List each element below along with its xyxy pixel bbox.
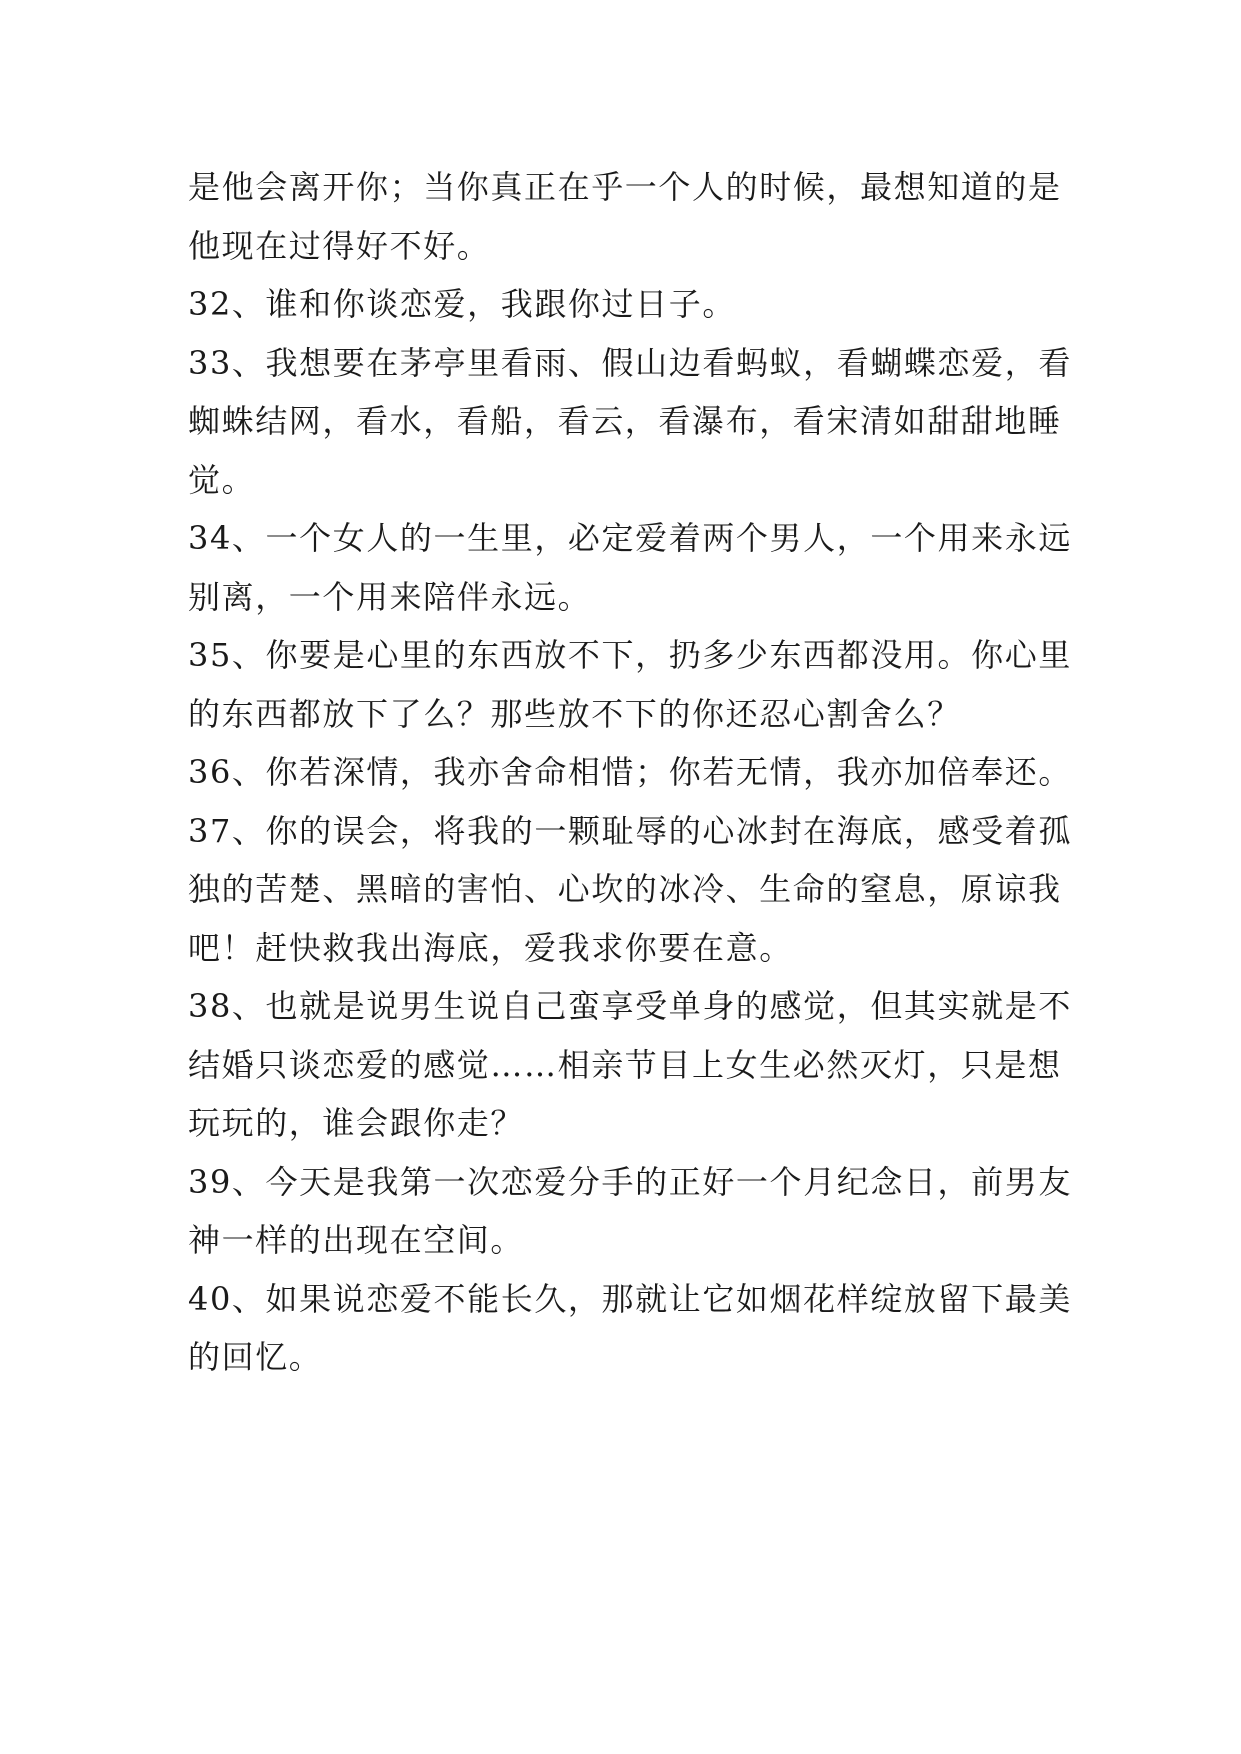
text-line: 玩玩的，谁会跟你走？ bbox=[188, 1104, 525, 1142]
text-line: 蜘蛛结网，看水，看船，看云，看瀑布，看宋清如甜甜地睡 bbox=[188, 402, 1062, 440]
text-line: 38、也就是说男生说自己蛮享受单身的感觉，但其实就是不 bbox=[188, 987, 1072, 1025]
text-line: 觉。 bbox=[188, 460, 256, 499]
text-line: 的回忆。 bbox=[188, 1338, 323, 1376]
text-line: 神一样的出现在空间。 bbox=[188, 1221, 525, 1259]
text-line: 35、你要是心里的东西放不下，扔多少东西都没用。你心里 bbox=[188, 636, 1072, 674]
text-line: 33、我想要在茅亭里看雨、假山边看蚂蚁，看蝴蝶恋爱，看 bbox=[188, 343, 1072, 382]
text-line: 吧！赶快救我出海底，爱我求你要在意。 bbox=[188, 928, 793, 967]
text-line: 39、今天是我第一次恋爱分手的正好一个月纪念日，前男友 bbox=[188, 1162, 1072, 1201]
text-line: 别离，一个用来陪伴永远。 bbox=[188, 577, 592, 616]
text-line: 34、一个女人的一生里，必定爱着两个男人，一个用来永远 bbox=[188, 519, 1072, 557]
text-line: 是他会离开你；当你真正在乎一个人的时候，最想知道的是 bbox=[188, 168, 1062, 206]
text-line: 结婚只谈恋爱的感觉……相亲节目上女生必然灭灯，只是想 bbox=[188, 1045, 1062, 1084]
document-body bbox=[188, 158, 1072, 1387]
text-line: 37、你的误会，将我的一颗耻辱的心冰封在海底，感受着孤 bbox=[188, 811, 1072, 850]
text-line: 的东西都放下了么？那些放不下的你还忍心割舍么？ bbox=[188, 694, 961, 733]
text-line: 他现在过得好不好。 bbox=[188, 226, 491, 265]
text-line: 36、你若深情，我亦舍命相惜；你若无情，我亦加倍奉还。 bbox=[188, 753, 1072, 791]
text-line: 40、如果说恋爱不能长久，那就让它如烟花样绽放留下最美 bbox=[188, 1279, 1072, 1318]
text-line: 独的苦楚、黑暗的害怕、心坎的冰冷、生命的窒息，原谅我 bbox=[188, 870, 1062, 908]
text-line: 32、谁和你谈恋爱，我跟你过日子。 bbox=[188, 285, 736, 323]
